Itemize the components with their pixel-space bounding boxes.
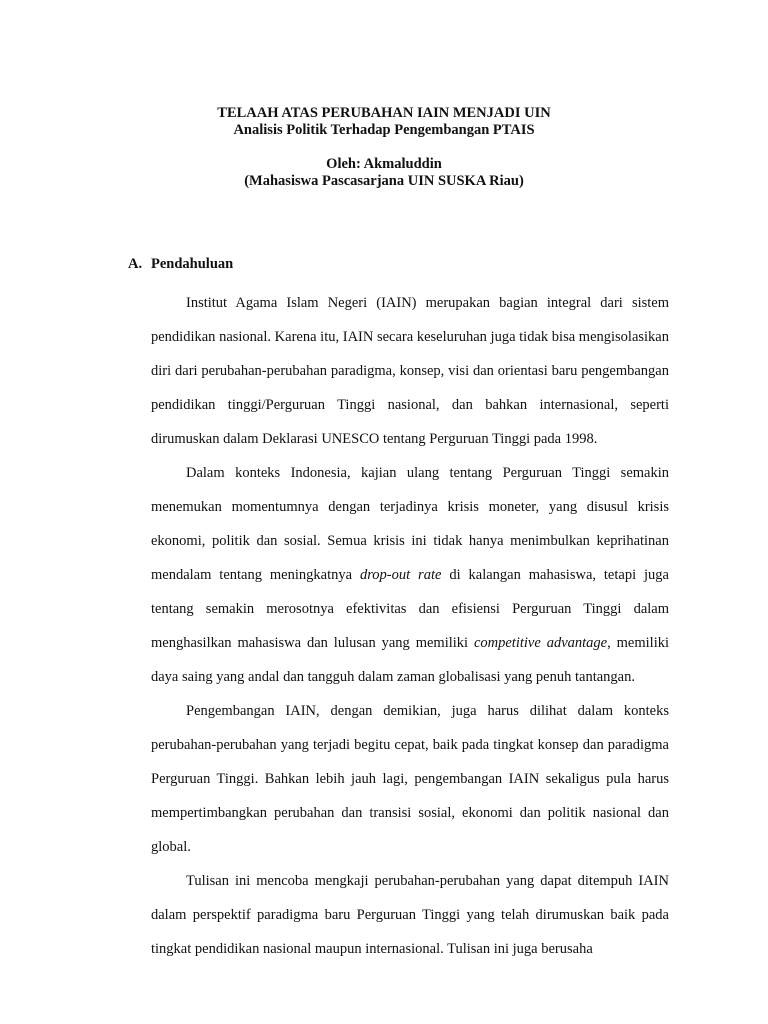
emphasis-competitive-advantage: competitive advantage [473,635,608,651]
paragraph-2-part-1: Dalam konteks Indonesia, kajian ulang tentang Perguruan Tinggi semakin menemukan momentumnya dengan terjadinya krisis moneter, yang disusul krisis ekonomi, politik dan sosial. Semua krisis ini tidak hanya menimbulkan keprihatinan mendalam tentang meningkatnya [151,465,669,583]
author-block [0,156,768,190]
paragraph-1: Institut Agama Islam Negeri (IAIN) merupakan bagian integral dari sistem pendidikan nasional. Karena itu, IAIN secara keseluruhan juga tidak bisa mengisolasikan diri dari perubahan-perubahan paradigma, konsep, visi dan orientasi baru pengembangan pendidikan tinggi/Perguruan Tinggi nasional, dan bahkan internasional, seperti dirumuskan dalam Deklarasi UNESCO tentang Perguruan Tinggi pada 1998. [151,295,669,447]
section-title: Pendahuluan [151,256,234,272]
section-heading [128,256,233,273]
document-subtitle: Analisis Politik Terhadap Pengembangan PTAIS [233,122,535,138]
document-header [0,105,768,139]
emphasis-drop-out-rate: drop-out rate [359,567,442,583]
paragraph-3: Pengembangan IAIN, dengan demikian, juga harus dilihat dalam konteks perubahan-perubahan yang terjadi begitu cepat, baik pada tingkat konsep dan paradigma Perguruan Tinggi. Bahkan lebih jauh lagi, pengembangan IAIN sekaligus pula harus mempertimbangkan perubahan dan transisi sosial, ekonomi dan politik nasional dan global. [151,703,669,855]
paragraph-2 [151,456,669,694]
body-text [151,286,669,966]
paragraph-2-part-2: di kalangan mahasiswa, tetapi juga tentang semakin merosotnya efektivitas dan efisiensi Perguruan Tinggi dalam menghasilkan mahasiswa dan lulusan yang memiliki [151,567,669,651]
document-title: TELAAH ATAS PERUBAHAN IAIN MENJADI UIN [217,105,551,121]
section-number: A. [128,256,143,272]
paragraph-2-part-3: , memiliki daya saing yang andal dan tangguh dalam zaman globalisasi yang penuh tantangan. [151,635,669,685]
author-line: Oleh: Akmaluddin [326,156,442,172]
affiliation-line: (Mahasiswa Pascasarjana UIN SUSKA Riau) [244,173,524,189]
paragraph-4: Tulisan ini mencoba mengkaji perubahan-perubahan yang dapat ditempuh IAIN dalam perspektif paradigma baru Perguruan Tinggi yang telah dirumuskan baik pada tingkat pendidikan nasional maupun internasional. Tulisan ini juga berusaha [151,873,669,957]
